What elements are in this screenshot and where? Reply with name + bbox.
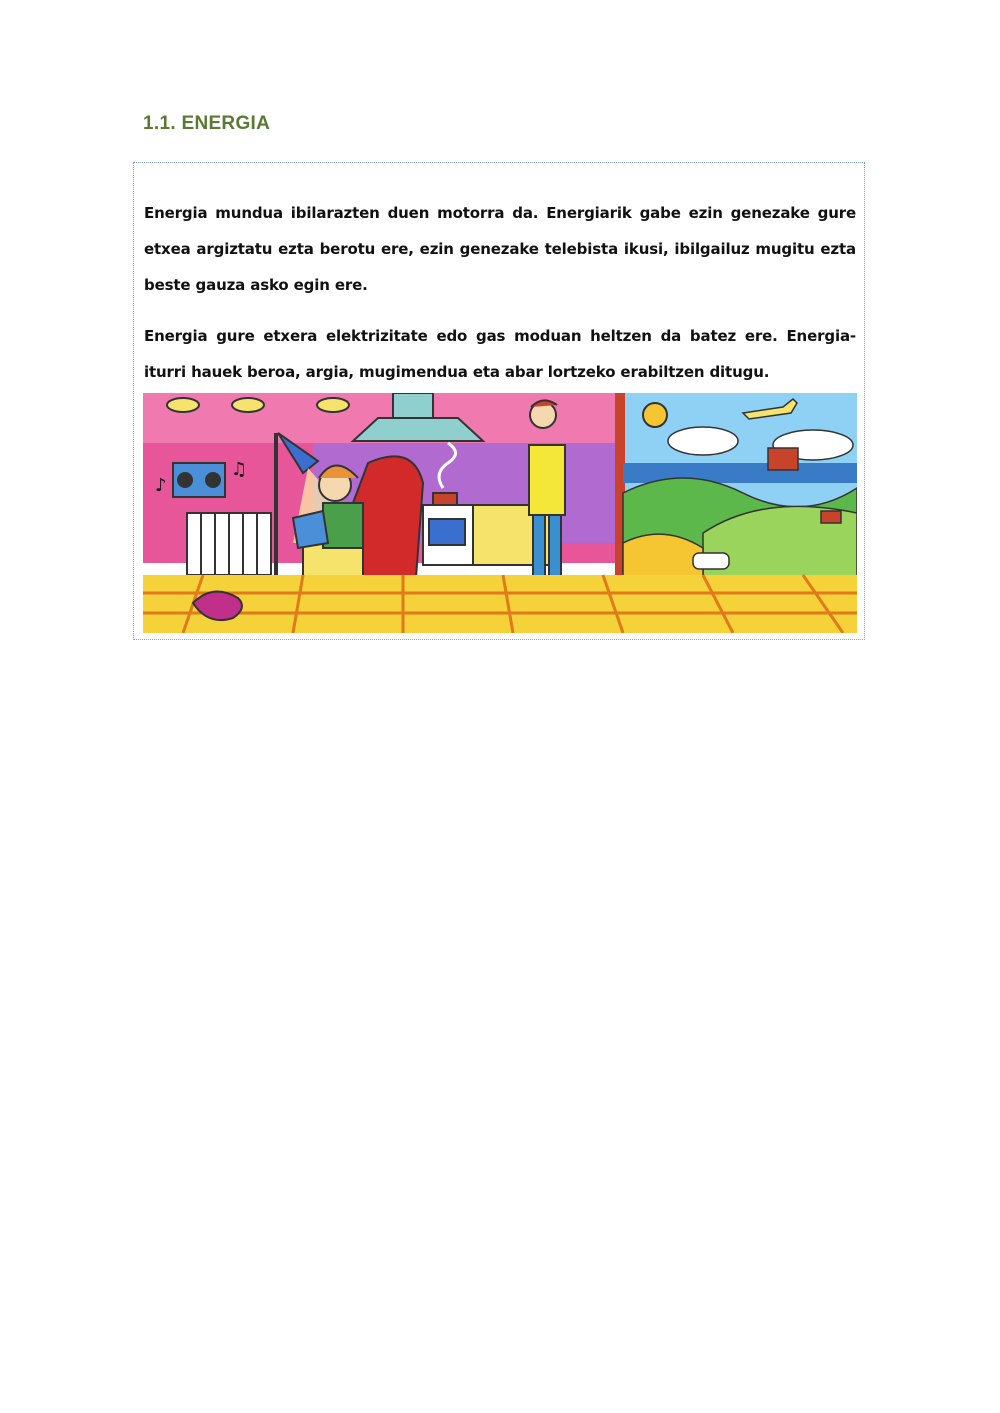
paragraph-2: Energia gure etxera elektrizitate edo gas moduan heltzen da batez ere. Energia-iturri hauek beroa, argia, mugimendua eta abar lortzeko erabiltzen ditugu. — [144, 327, 856, 381]
sun-icon — [643, 403, 667, 427]
oven-icon — [429, 519, 465, 545]
music-note-icon: ♫ — [231, 459, 248, 480]
section-title: 1.1. ENERGIA — [143, 113, 271, 134]
paragraph-1: Energia mundua ibilarazten duen motorra da. Energiarik gabe ezin genezake gure etxea argiztatu ezta berotu ere, ezin genezake telebista ikusi, ibilgailuz mugitu ezta beste gauza asko egin ere. — [144, 204, 856, 294]
cloud-icon — [668, 427, 738, 455]
factory-icon — [768, 448, 798, 470]
pot-icon — [433, 493, 457, 505]
car-icon — [693, 553, 729, 569]
content-box — [133, 162, 865, 640]
energy-home-illustration — [143, 393, 857, 633]
floor — [143, 575, 857, 633]
ceiling-light-icon — [232, 398, 264, 412]
tractor-icon — [821, 511, 841, 523]
ceiling-light-icon — [317, 398, 349, 412]
music-note-icon: ♪ — [155, 475, 167, 496]
ceiling-light-icon — [167, 398, 199, 412]
book-icon — [293, 511, 328, 548]
